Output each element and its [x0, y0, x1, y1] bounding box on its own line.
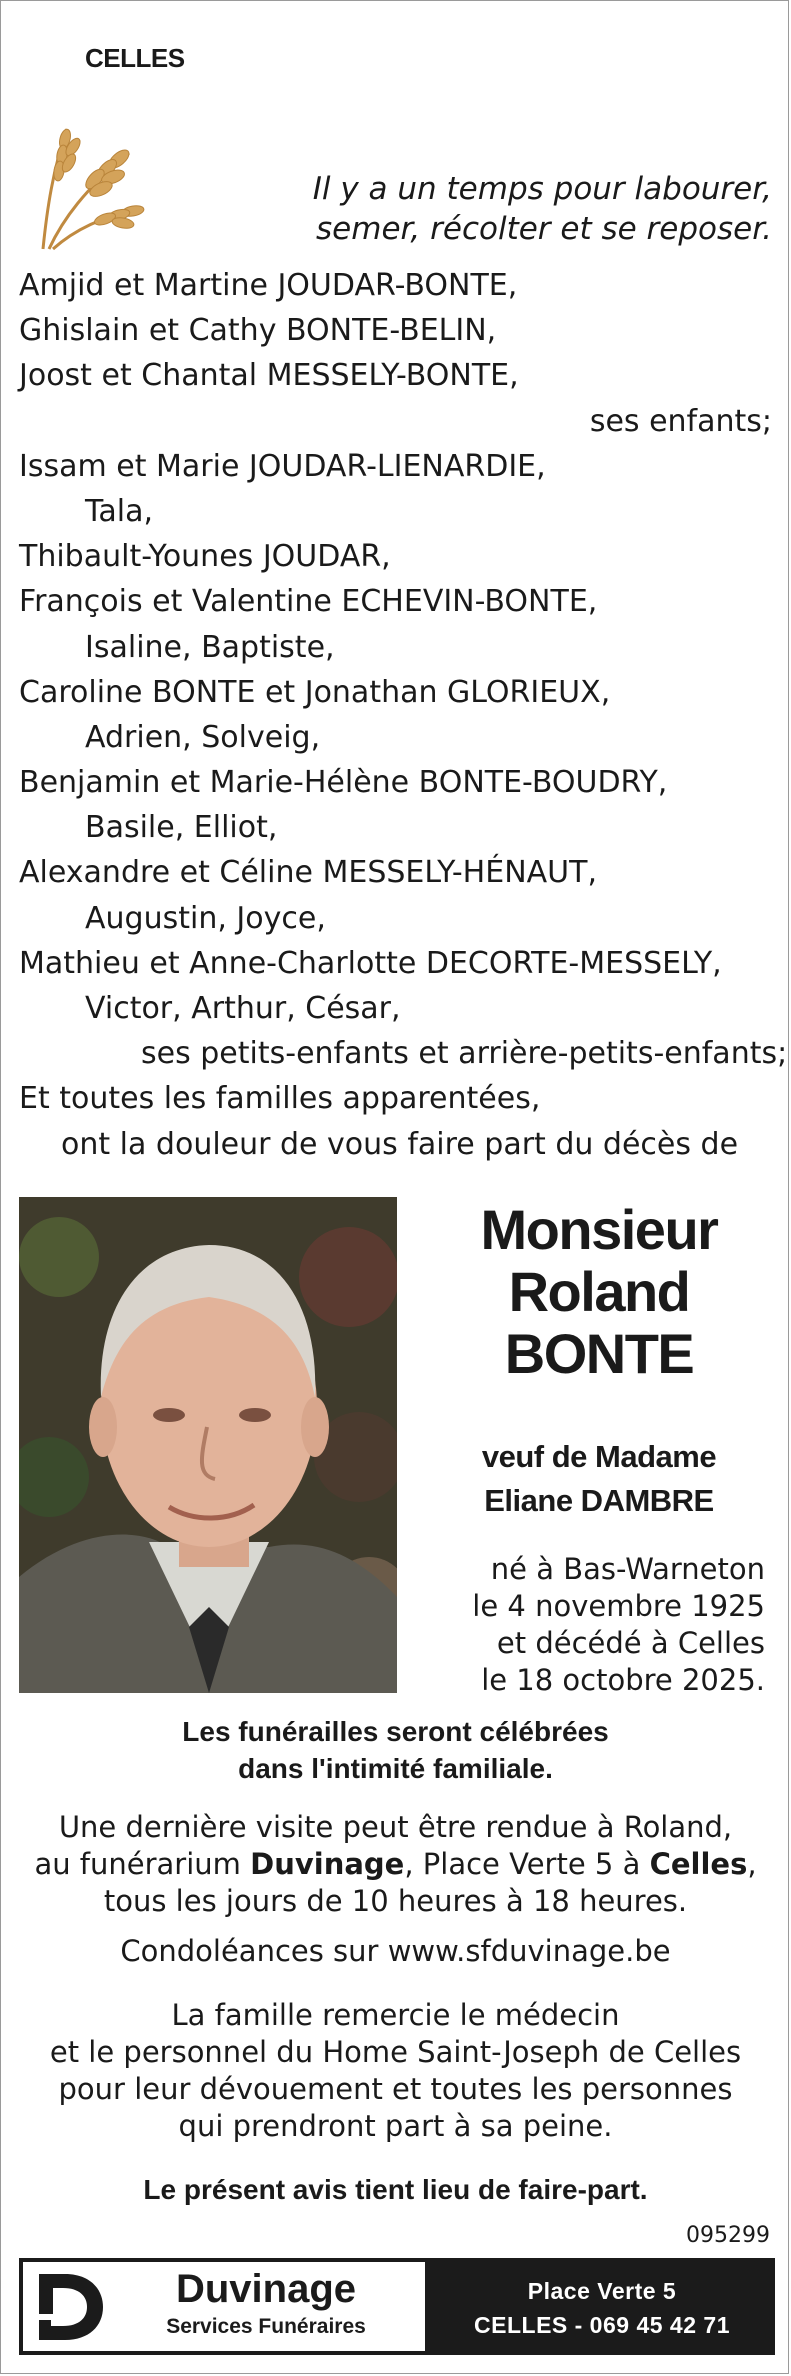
family-line: Augustin, Joyce, [85, 900, 326, 936]
birth-death-info [433, 1551, 765, 1699]
town-name: Celles [649, 1847, 748, 1881]
notice-line: Le présent avis tient lieu de faire-part. [143, 2174, 648, 2205]
widow-line: Eliane DAMBRE [484, 1483, 714, 1518]
visit-line: Une dernière visite peut être rendue à Roland, [58, 1810, 733, 1844]
footer-contact [429, 2274, 775, 2342]
visit-text: , [747, 1847, 757, 1881]
portrait-photo [19, 1197, 397, 1693]
funeral-line: dans l'intimité familiale. [238, 1753, 553, 1784]
family-list [19, 263, 788, 1167]
family-line: Caroline BONTE et Jonathan GLORIEUX, [19, 674, 611, 710]
family-line: Isaline, Baptiste, [85, 629, 335, 665]
place-heading: CELLES [85, 43, 185, 73]
birth-line: né à Bas-Warneton [490, 1552, 765, 1586]
funeral-home-name: Duvinage [250, 1847, 405, 1881]
quote-line: Il y a un temps pour labourer, [312, 171, 772, 207]
birth-line: le 18 octobre 2025. [481, 1663, 765, 1697]
family-line: Thibault-Younes JOUDAR, [19, 539, 391, 575]
birth-line: le 4 novembre 1925 [472, 1589, 765, 1623]
birth-line: et décédé à Celles [496, 1626, 765, 1660]
family-line: François et Valentine ECHEVIN-BONTE, [19, 584, 598, 620]
family-line: Tala, [85, 493, 153, 529]
family-line: Adrien, Solveig, [85, 719, 321, 755]
family-line: Victor, Arthur, César, [85, 991, 401, 1026]
family-line: Basile, Elliot, [85, 810, 278, 846]
grandchildren-label: ses petits-enfants et arrière-petits-enfants; [141, 1036, 788, 1072]
family-line: Ghislain et Cathy BONTE-BELIN, [19, 313, 497, 349]
visit-text: au funérarium [34, 1847, 251, 1881]
thanks-info [1, 1997, 790, 2145]
widow-info [429, 1435, 769, 1523]
brand-name: Duvinage [175, 2267, 357, 2311]
quote-line: semer, récolter et se reposer. [316, 211, 772, 247]
footer-address: Place Verte 5 [527, 2278, 677, 2304]
family-line: Amjid et Martine JOUDAR-BONTE, [19, 268, 518, 303]
deceased-name [429, 1199, 769, 1385]
epigraph-quote [313, 169, 772, 249]
announcement-line: ont la douleur de vous faire part du décès de [61, 1126, 739, 1162]
duvinage-logo-icon [35, 2270, 105, 2344]
deceased-title: Monsieur [480, 1198, 718, 1261]
thanks-line: qui prendront part à sa peine. [178, 2109, 613, 2143]
widow-line: veuf de Madame [481, 1439, 717, 1474]
visit-info [1, 1809, 790, 1920]
thanks-line: pour leur dévouement et toutes les personnes [58, 2072, 733, 2106]
family-line: Et toutes les familles apparentées, [19, 1081, 541, 1117]
logo-box [23, 2262, 425, 2351]
deceased-last-name: BONTE [504, 1322, 694, 1385]
wheat-icon [33, 119, 151, 251]
children-label: ses enfants; [589, 403, 772, 439]
footer-banner [19, 2258, 775, 2355]
family-line: Benjamin et Marie-Hélène BONTE-BOUDRY, [19, 765, 668, 801]
family-line: Mathieu et Anne-Charlotte DECORTE-MESSELY, [19, 945, 722, 981]
thanks-line: et le personnel du Home Saint-Joseph de Celles [49, 2035, 742, 2069]
reference-code: 095299 [686, 2223, 770, 2248]
thanks-line: La famille remercie le médecin [171, 1998, 620, 2032]
visit-line: tous les jours de 10 heures à 18 heures. [103, 1884, 688, 1918]
footer-phone: CELLES - 069 45 42 71 [474, 2312, 730, 2338]
family-line: Alexandre et Céline MESSELY-HÉNAUT, [19, 855, 597, 891]
funeral-line: Les funérailles seront célébrées [182, 1716, 609, 1747]
visit-text: , Place Verte 5 à [404, 1847, 650, 1881]
portrait-illustration [19, 1197, 397, 1693]
deceased-first-name: Roland [508, 1260, 690, 1323]
condolences-line: Condoléances sur www.sfduvinage.be [120, 1934, 671, 1968]
family-line: Issam et Marie JOUDAR-LIENARDIE, [19, 448, 546, 484]
funeral-info [1, 1713, 790, 1787]
family-line: Joost et Chantal MESSELY-BONTE, [19, 358, 519, 394]
visit-line [1, 1846, 790, 1883]
brand-subtitle: Services Funéraires [166, 2315, 366, 2338]
